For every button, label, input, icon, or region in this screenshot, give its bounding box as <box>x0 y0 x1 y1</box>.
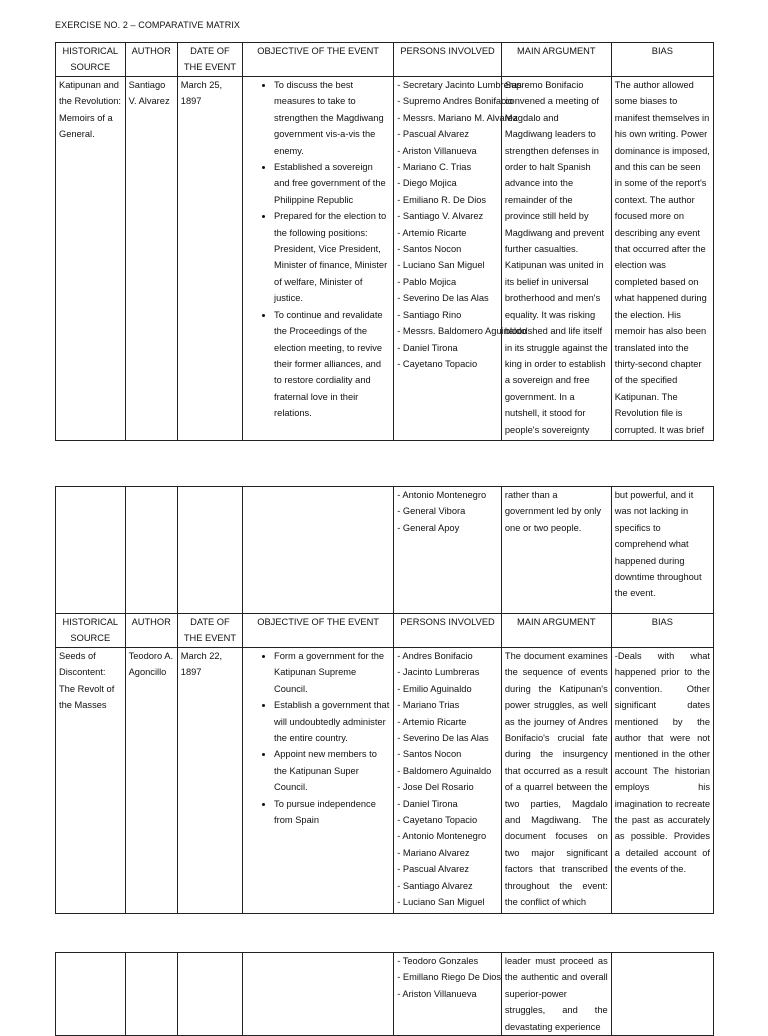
person-item: - Jose Del Rosario <box>397 782 474 793</box>
cell-argument: The document examines the sequence of events during the Katipunan's power struggles, as well as the journey of Andres Bonifacio's crucial fate during the insurgency that occurred as a result of a quarrel between the two parties, Magdalo and Magdiwang. The document focuses on two major significant factors that transcribed throughout the event: the conflict of which <box>501 648 611 914</box>
objective-item: • Established a sovereign and free government of the Philippine Republic <box>274 159 390 208</box>
cell-date-empty <box>177 487 242 614</box>
person-item: - Santiago Alvarez <box>397 880 473 891</box>
person-item: - Santos Nocon <box>397 244 462 255</box>
person-item: - Cayetano Topacio <box>397 815 478 826</box>
header-argument: MAIN ARGUMENT <box>501 614 611 648</box>
comparative-matrix-segment-2 <box>55 486 714 914</box>
person-item: - Andres Bonifacio <box>397 651 473 661</box>
cell-bias: -Deals with what happened prior to the convention. Other significant dates mentioned by the author that were not mentioned in the other account The historian employs his imagination to recreate the past as accurately as possible. Provides a detailed account of the events of the. <box>611 648 713 914</box>
person-item: - Supremo Andres Bonifacio <box>397 96 513 107</box>
cell-persons <box>394 648 502 914</box>
cell-argument: rather than a government led by only one or two people. <box>501 487 611 614</box>
person-item: - Luciano San Miguel <box>397 260 485 271</box>
person-item: - Santiago V. Alvarez <box>397 211 484 222</box>
header-date: DATE OF THE EVENT <box>177 614 242 648</box>
comparative-matrix-segment-3 <box>55 952 714 1036</box>
cell-persons <box>394 487 502 614</box>
cell-objectives <box>243 648 394 914</box>
cell-persons <box>394 953 502 1036</box>
cell-source-empty <box>56 953 126 1036</box>
person-item: - Daniel Tirona <box>397 798 458 809</box>
objective-item: • To pursue independence from Spain <box>274 796 390 829</box>
person-item: - Jacinto Lumbreras <box>397 667 480 678</box>
cell-date: March 25, 1897 <box>177 77 242 441</box>
person-item: - General Vibora <box>397 506 466 517</box>
person-item: - Emiliano R. De Dios <box>397 194 487 205</box>
person-item: - Pascual Alvarez <box>397 864 470 875</box>
table-row <box>56 953 714 1036</box>
person-item: - Artemio Ricarte <box>397 227 467 238</box>
person-item: - Messrs. Mariano M. Alvarez <box>397 112 518 123</box>
header-row <box>56 614 714 648</box>
cell-bias-empty <box>611 953 713 1036</box>
cell-persons <box>394 77 527 441</box>
person-item: - Severino De las Alas <box>397 293 489 304</box>
person-item: - Mariano Trias <box>397 700 460 711</box>
header-author: AUTHOR <box>125 43 177 77</box>
person-item: - Emilio Aguinaldo <box>397 683 472 694</box>
cell-source-empty <box>56 487 126 614</box>
person-item: - Mariano Alvarez <box>397 847 470 858</box>
person-item: - Messrs. Baldomero Aguinaldo <box>397 326 527 337</box>
header-historical-source: HISTORICAL SOURCE <box>56 614 126 648</box>
header-persons: PERSONS INVOLVED <box>394 614 502 648</box>
person-item: - Daniel Tirona <box>397 342 458 353</box>
cell-date-empty <box>177 953 242 1036</box>
header-objective: OBJECTIVE OF THE EVENT <box>243 43 394 77</box>
person-item: - Severino De las Alas <box>397 733 489 744</box>
objectives-list <box>246 648 390 828</box>
person-item: - Pablo Mojica <box>397 276 457 287</box>
person-item: - Secretary Jacinto Lumbreras <box>397 80 522 90</box>
table-row <box>56 487 714 614</box>
cell-author: Santiago V. Alvarez <box>125 77 177 441</box>
objectives-list <box>246 77 390 422</box>
header-objective: OBJECTIVE OF THE EVENT <box>243 614 394 648</box>
cell-objectives-empty <box>243 953 394 1036</box>
header-historical-source: HISTORICAL SOURCE <box>56 43 126 77</box>
cell-date: March 22, 1897 <box>177 648 242 914</box>
person-item: - Emillano Riego De Dios <box>397 972 502 983</box>
person-item: - Teodoro Gonzales <box>397 956 479 966</box>
cell-objectives <box>243 77 394 441</box>
header-date: DATE OF THE EVENT <box>177 43 242 77</box>
header-argument: MAIN ARGUMENT <box>501 43 611 77</box>
cell-source: Seeds of Discontent: The Revolt of the Masses <box>56 648 126 914</box>
document-title: EXERCISE NO. 2 – COMPARATIVE MATRIX <box>55 20 241 30</box>
table-row <box>56 648 714 914</box>
objective-item: • Form a government for the Katipunan Supreme Council. <box>274 648 390 697</box>
person-item: - Diego Mojica <box>397 178 457 189</box>
person-item: - General Apoy <box>397 522 460 533</box>
objective-item: • Prepared for the election to the following positions: President, Vice President, Minister of finance, Minister of welfare, Minister of justice. <box>274 208 390 306</box>
cell-author-empty <box>125 953 177 1036</box>
person-item: - Antonio Montenegro <box>397 490 487 500</box>
cell-bias: but powerful, and it was not lacking in specifics to comprehend what happened during downtime throughout the event. <box>611 487 713 614</box>
objective-item: • To discuss the best measures to take to strengthen the Magdiwang government vis-a-vis the enemy. <box>274 77 390 159</box>
person-item: - Antonio Montenegro <box>397 831 487 842</box>
person-item: - Ariston Villanueva <box>397 145 477 156</box>
person-item: - Artemio Ricarte <box>397 716 467 727</box>
cell-objectives-empty <box>243 487 394 614</box>
table-row <box>56 77 714 441</box>
header-bias: BIAS <box>611 614 713 648</box>
cell-argument: Supremo Bonifacio convened a meeting of Magdalo and Magdiwang leaders to strengthen defenses in order to halt Spanish advance into the remainder of the province still held by Magdiwang and prevent further casualties. Katipunan was united in its belief in universal brotherhood and men's equality. It was risking bloodshed and life itself in its struggle against the king in order to establish a sovereign and free government. In a nutshell, it stood for people's sovereignty <box>501 77 611 441</box>
cell-source: Katipunan and the Revolution: Memoirs of a General. <box>56 77 126 441</box>
objective-item: • Establish a government that will undoubtedly administer the entire country. <box>274 697 390 746</box>
person-item: - Cayetano Topacio <box>397 358 478 369</box>
cell-author: Teodoro A. Agoncillo <box>125 648 177 914</box>
person-item: - Mariano C. Trias <box>397 162 472 173</box>
person-item: - Santos Nocon <box>397 749 462 760</box>
cell-argument: leader must proceed as the authentic and overall superior-power struggles, and the devastating experience <box>501 953 611 1036</box>
header-row <box>56 43 714 77</box>
objective-item: • To continue and revalidate the Proceedings of the election meeting, to revive their former alliances, and to restore cordiality and fraternal love in their relations. <box>274 307 390 422</box>
header-persons: PERSONS INVOLVED <box>394 43 502 77</box>
person-item: - Ariston Villanueva <box>397 988 477 999</box>
cell-bias: The author allowed some biases to manifest themselves in his own writing. Power dominance is imposed, and this can be seen in some of the report's context. The author focused more on describing any event that occurred after the election was completed based on what happened during the election. His memoir has also been translated into the thirty-second chapter of the specified Katipunan. The Revolution file is corrupted. It was brief <box>611 77 713 441</box>
header-author: AUTHOR <box>125 614 177 648</box>
person-item: - Santiago Rino <box>397 309 462 320</box>
cell-author-empty <box>125 487 177 614</box>
header-bias: BIAS <box>611 43 713 77</box>
person-item: - Baldomero Aguinaldo <box>397 765 492 776</box>
comparative-matrix-segment-1 <box>55 42 714 441</box>
person-item: - Pascual Alvarez <box>397 129 470 140</box>
objective-item: • Appoint new members to the Katipunan Super Council. <box>274 746 390 795</box>
person-item: - Luciano San Miguel <box>397 897 485 908</box>
